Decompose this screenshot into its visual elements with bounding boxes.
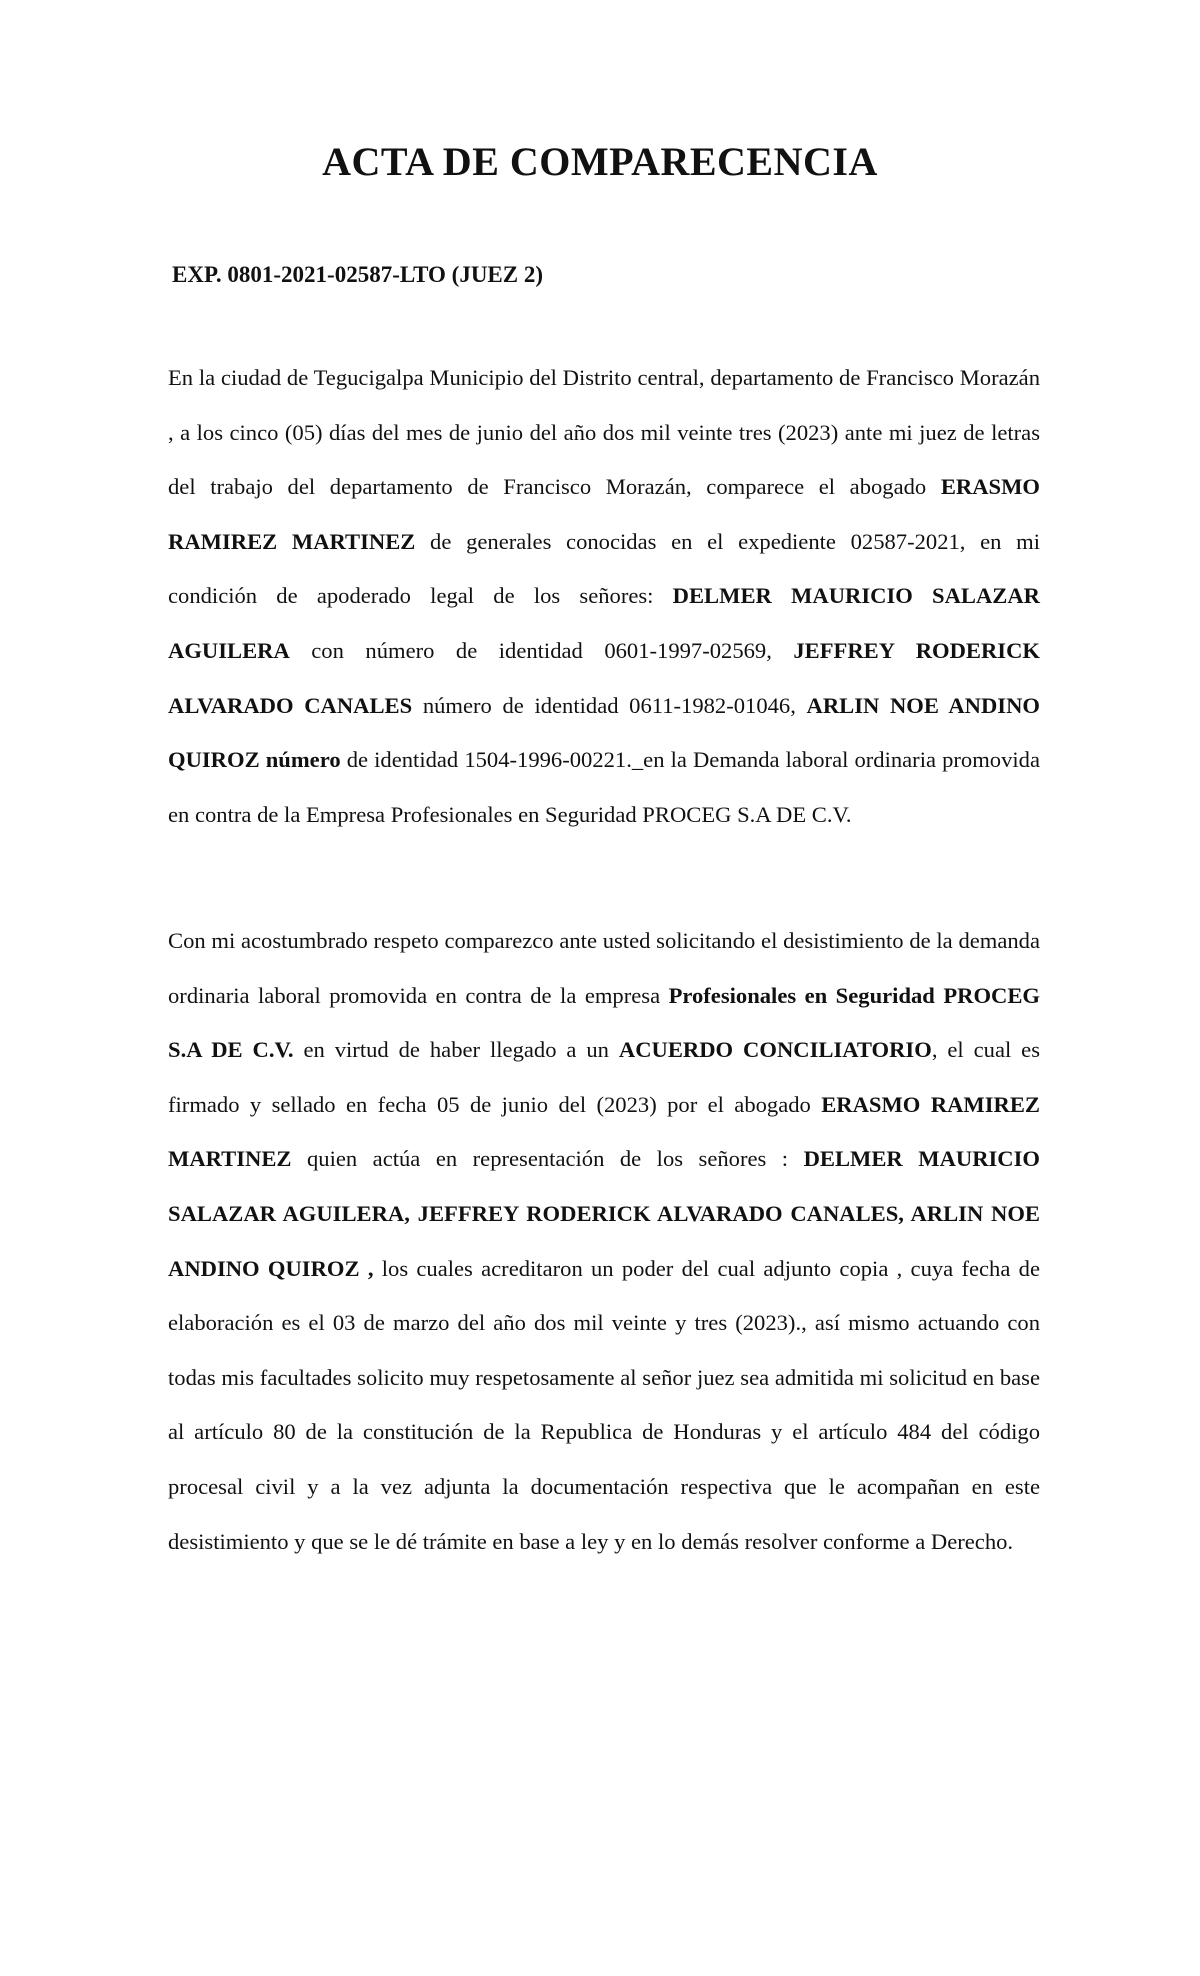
p2-text-5: los cuales acreditaron un poder del cual adjunto copia , cuya fecha de elaboración es el 03 de marzo del año dos mil veinte y tres (2023)., así mismo actuando con todas mis facultades solicito muy respetosamente al señor juez sea admitida mi solicitud en base al artículo 80 de la constitución de la Republica de Honduras y el artículo 484 del código procesal civil y a la vez adjunta la documentación respectiva que le acompañan en este desistimiento y que se le dé trámite en base a ley y en lo demás resolver conforme a Derecho. xyxy=(168,1255,1040,1554)
p2-company-name: Profesionales en Seguridad PROCEG S.A DE C.V. xyxy=(168,982,1040,1063)
paragraph-withdrawal xyxy=(168,914,1040,1569)
p2-text-3: , el cual es firmado y sellado en fecha 05 de junio del (2023) por el abogado xyxy=(168,1037,1041,1117)
p2-text-4: quien actúa en representación de los señores : xyxy=(291,1146,804,1172)
p2-lawyer-name: ERASMO RAMIREZ MARTINEZ xyxy=(168,1091,1040,1172)
paragraph-appearance xyxy=(168,351,1040,842)
p1-text-3: con número de identidad 0601-1997-02569, xyxy=(289,637,794,663)
p1-text-5: de identidad 1504-1996-00221._en la Demanda laboral ordinaria promovida en contra de la Empresa Profesionales en Seguridad PROCEG S.A DE C.V. xyxy=(168,747,1040,827)
p2-text-2: en virtud de haber llegado a un xyxy=(293,1037,619,1063)
p1-text-2: de generales conocidas en el expediente 02587-2021, en mi condición de apoderado legal de los señores: xyxy=(168,528,1040,609)
p1-lawyer-name: ERASMO RAMIREZ MARTINEZ xyxy=(168,474,1040,554)
p1-text-4: número de identidad 0611-1982-01046, xyxy=(412,692,807,718)
case-number: EXP. 0801-2021-02587-LTO (JUEZ 2) xyxy=(172,262,544,287)
p1-party-1: DELMER MAURICIO SALAZAR AGUILERA xyxy=(168,583,1040,663)
p2-text-1: Con mi acostumbrado respeto comparezco ante usted solicitando el desistimiento de la demanda ordinaria laboral promovida en contra de la empresa xyxy=(168,928,1040,1008)
p1-text-1: En la ciudad de Tegucigalpa Municipio del Distrito central, departamento de Francisco Morazán , a los cinco (05) días del mes de junio del año dos mil veinte tres (2023) ante mi juez de letras del trabajo del departamento de Francisco Morazán, comparece el abogado xyxy=(168,365,1040,500)
p2-agreement: ACUERDO CONCILIATORIO xyxy=(618,1037,932,1063)
p1-party-3: ARLIN NOE ANDINO QUIROZ número xyxy=(168,692,1040,773)
p1-party-2: JEFFREY RODERICK ALVARADO CANALES xyxy=(168,637,1040,718)
document-title: ACTA DE COMPARECENCIA xyxy=(322,139,878,184)
p2-parties: DELMER MAURICIO SALAZAR AGUILERA, JEFFREY RODERICK ALVARADO CANALES, ARLIN NOE ANDINO QUIROZ , xyxy=(168,1146,1040,1281)
